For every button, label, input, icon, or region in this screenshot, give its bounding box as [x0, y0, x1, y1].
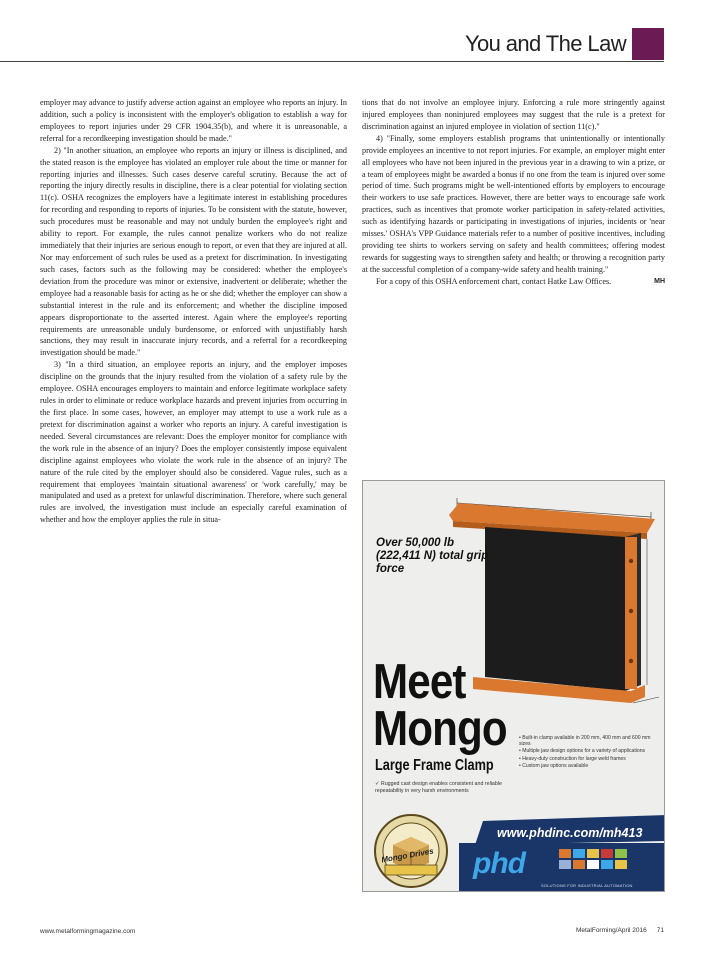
footer-issue [576, 927, 664, 934]
paragraph [362, 276, 665, 288]
footer-issue-label: MetalForming/April 2016 [575, 927, 647, 934]
ad-feature: ✓ Rugged cast design enables consistent and reliable repeatability in very harsh environments [375, 781, 502, 794]
footer-website: www.metalformingmagazine.com [40, 928, 136, 935]
ad-feature: • Multiple jaw design options for a variety of applications [519, 748, 646, 755]
page-number: 71 [656, 927, 664, 934]
ad-feature: • Built-in clamp available in 200 mm, 400 mm and 600 mm sizes [519, 735, 651, 748]
advertisement[interactable] [362, 480, 665, 892]
section-accent-square [632, 28, 664, 60]
section-header [465, 27, 664, 61]
header-rule [0, 61, 664, 62]
product-thumbnails-icon [559, 849, 639, 879]
ad-brand-bar [459, 843, 664, 891]
seal-label: Mongo Drives [380, 846, 435, 865]
ad-feature: • Heavy-duty construction for large weld frames [519, 755, 626, 762]
closing-note: For a copy of this OSHA enforcement chart, contact Hatke Law Offices. [376, 276, 612, 286]
paragraph: 3) "In a third situation, an employee reports an injury, and the employer imposes discipline on the grounds that the injury resulted from the violation of a safety rule by the employee. OSHA encourages employers to maintain and enforce legitimate workplace safety rules in order to eliminate or reduce workplace hazards and prevent injuries from occurring in the first place. In some cases, however, an employer may attempt to use a work rule as a pretext for discrimination against a worker who reports an injury. A careful investigation is needed. Several circumstances are relevant: Does the employer monitor for compliance with the work rule in the absence of an injury? Does the employer consistently impose equivalent discipline against employees who violate the work rule in the absence of an injury? The nature of the rule cited by the employer should also be considered. Vague rules, such as a requirement that employees 'maintain situational awareness' or 'work carefully,' may be manipulated and used as a pretext for unlawful discrimination. Therefore, where such general rules are involved, the investigation must include an especially careful examination of whether and how the employer applies the rule in situa- [40, 360, 347, 525]
ad-url-link[interactable]: www.phdinc.com/mh413 [497, 826, 643, 840]
left-column [40, 97, 347, 526]
phd-tagline: SOLUTIONS FOR INDUSTRIAL AUTOMATION [541, 883, 633, 888]
ad-headline-line-1: Meet [373, 655, 466, 709]
ad-feature: • Custom jaw options available [519, 762, 589, 769]
section-title: You and The Law [464, 31, 626, 56]
paragraph: tions that do not involve an employee injury. Enforcing a rule more stringently against injured employees than noninjured employees may suggest that the rule is a pretext for discrimination against an injured employee in violation of section 11(c)." [362, 98, 665, 131]
paragraph: 4) "Finally, some employers establish programs that unintentionally or intentionally provide employees an incentive to not report injuries. For example, an employer might enter all employees who have not been injured in the previous year in a drawing to win a prize, or a team of employees might be awarded a bonus if no one from the team is injured over some period of time. Such programs might be well-intentioned efforts by employers to encourage their workers to use safe practices. However, there are better ways to encourage safe work practices, such as incentives that promote worker participation in safety-related activities, such as identifying hazards or participating in investigations of injuries, incidents or 'near misses.' OSHA's VPP Guidance materials refer to a number of positive incentives, including providing tee shirts to workers serving on safety and health committees; offering modest rewards for suggesting ways to strengthen safety and health; or throwing a recognition party at the successful completion of a company-wide safety and health training." [362, 133, 665, 274]
ad-subheadline: Large Frame Clamp [375, 757, 494, 774]
right-column [362, 97, 665, 288]
grip-force-callout: Over 50,000 lb (222,411 N) total grip force [376, 537, 489, 575]
author-end-mark: MH [654, 277, 665, 285]
paragraph: employer may advance to justify adverse action against an employee who reports an injury. In addition, such a policy is inconsistent with the employer's obligation to establish a way for employees to report injuries under 29 CFR 1904.35(b), and where it is unreasonable, a referral for a recordkeeping investigation should be made." [40, 98, 347, 143]
ad-headline-line-2: Mongo [373, 702, 507, 756]
paragraph: 2) "In another situation, an employee who reports an injury or illness is disciplined, and the stated reason is the employee has violated an employer rule about the time or manner for reporting injuries and illnesses. Such cases deserve careful scrutiny. Because the act of reporting the injury directly results in discipline, there is a clear potential for violating section 11(c). OSHA recognizes the employers have a legitimate interest in establishing procedures for recording and responding to reports of injuries. To be consistent with the statute, however, such procedures must be reasonable and may not unduly burden the employee's right and ability to report. For example, the rules cannot penalize workers who do not realize immediately that their injuries are serious enough to report, or even that they are injured at all. Nor may enforcement of such rules be used as a pretext for discrimination. In investigating such cases, factors such as the following may be considered: whether the employee's deviation from the procedure was minor or extensive, inadvertent or deliberate; whether the employee had a reasonable basis for acting as he or she did; whether the employer can show a substantial interest in the rule and its enforcement; and whether the discipline imposed appears disproportionate to the asserted interest. Again where the employee's reporting requirements are unreasonable unduly burdensome, or enforced with unjustifiably harsh sanctions, they may result in inaccurate injury records, and a referral for a recordkeeping investigation should be made." [40, 145, 347, 358]
phd-logo: phd [473, 847, 525, 880]
